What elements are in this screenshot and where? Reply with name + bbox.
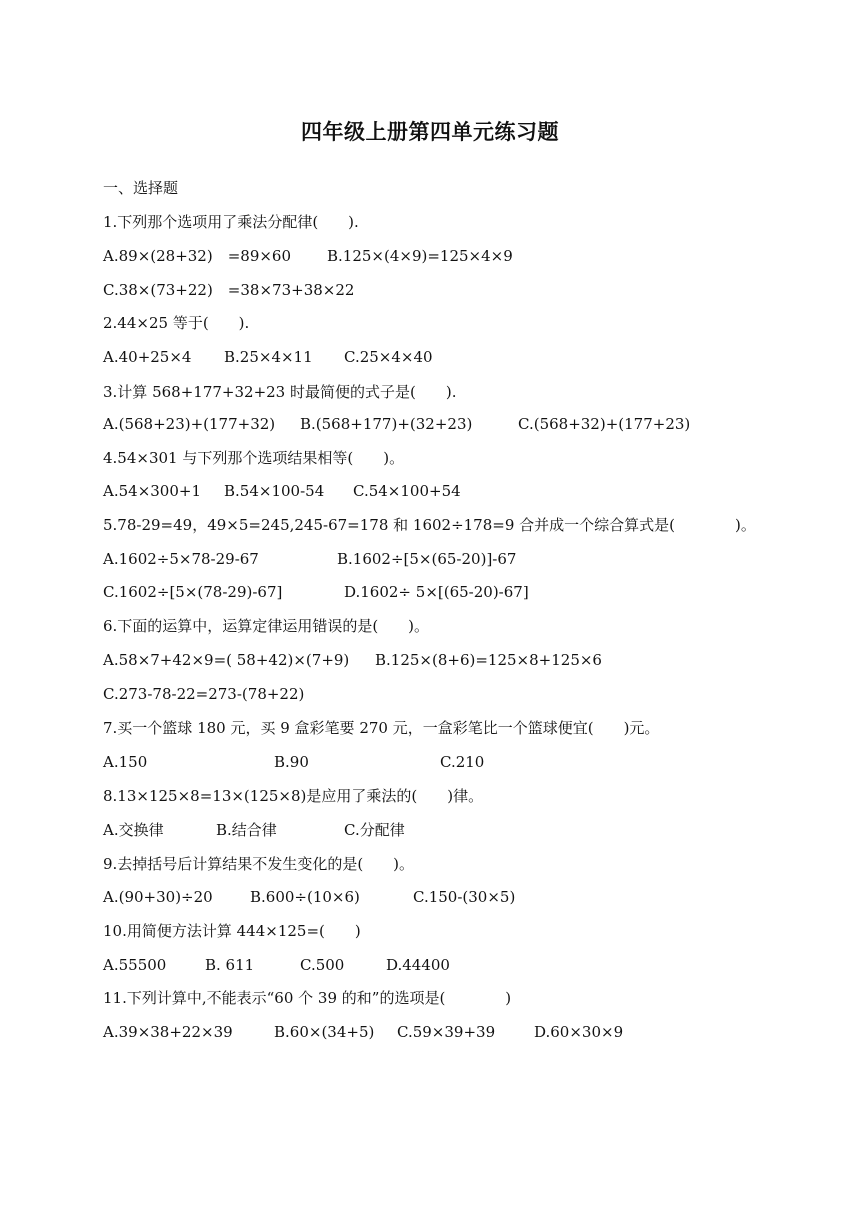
- answer-option: B.(568+177)+(32+23): [300, 415, 473, 433]
- answer-option: A.54×300+1: [103, 482, 201, 500]
- answer-option: B. 611: [205, 956, 255, 974]
- option-row: [0, 1022, 860, 1042]
- question-text: 8.13×125×8=13×(125×8)是应用了乘法的( )律。: [103, 787, 484, 805]
- answer-option: A.89×(28+32) =89×60: [103, 247, 292, 265]
- option-row: [0, 752, 860, 772]
- option-row: [0, 481, 860, 501]
- option-row: [0, 347, 860, 367]
- answer-option: B.600÷(10×6): [250, 888, 360, 906]
- answer-option: C.25×4×40: [344, 348, 433, 366]
- answer-option: A.1602÷5×78-29-67: [103, 550, 259, 568]
- answer-option: A.150: [103, 753, 148, 771]
- question-text: 7.买一个篮球 180 元，买 9 盒彩笔要 270 元，一盒彩笔比一个篮球便宜( )元。: [103, 719, 660, 737]
- question-text: 5.78-29=49，49×5=245,245-67=178 和 1602÷178=9 合并成一个综合算式是( )。: [103, 516, 756, 534]
- answer-option: B.125×(8+6)=125×8+125×6: [375, 651, 602, 669]
- question-text: 9.去掉括号后计算结果不发生变化的是( )。: [103, 855, 415, 873]
- answer-option: A.交换律: [103, 821, 164, 839]
- option-row: [0, 280, 860, 300]
- question-text: 3.计算 568+177+32+23 时最简便的式子是( ).: [103, 383, 457, 401]
- answer-option: D.60×30×9: [534, 1023, 624, 1041]
- question-text: 6.下面的运算中，运算定律运用错误的是( )。: [103, 617, 430, 635]
- answer-option: A.(568+23)+(177+32): [103, 415, 276, 433]
- option-row: [0, 582, 860, 602]
- option-row: [0, 650, 860, 670]
- page-title: 四年级上册第四单元练习题: [301, 120, 559, 144]
- answer-option: A.39×38+22×39: [103, 1023, 233, 1041]
- answer-option: B.90: [274, 753, 309, 771]
- answer-option: C.210: [440, 753, 485, 771]
- answer-option: A.58×7+42×9=( 58+42)×(7+9): [103, 651, 350, 669]
- answer-option: A.(90+30)÷20: [103, 888, 213, 906]
- answer-option: A.40+25×4: [103, 348, 192, 366]
- question-text: 11.下列计算中,不能表示“60 个 39 的和”的选项是( ): [103, 989, 512, 1007]
- option-row: [0, 887, 860, 907]
- option-row: [0, 684, 860, 704]
- option-row: [0, 820, 860, 840]
- answer-option: C.150-(30×5): [413, 888, 516, 906]
- answer-option: C.273-78-22=273-(78+22): [103, 685, 305, 703]
- answer-option: C.分配律: [344, 821, 405, 839]
- answer-option: C.1602÷[5×(78-29)-67]: [103, 583, 283, 601]
- option-row: [0, 955, 860, 975]
- answer-option: C.59×39+39: [397, 1023, 496, 1041]
- answer-option: B.60×(34+5): [274, 1023, 375, 1041]
- section-heading: 一、选择题: [103, 179, 179, 197]
- option-row: [0, 549, 860, 569]
- answer-option: B.25×4×11: [224, 348, 313, 366]
- answer-option: B.结合律: [216, 821, 277, 839]
- answer-option: A.55500: [103, 956, 167, 974]
- answer-option: B.125×(4×9)=125×4×9: [327, 247, 513, 265]
- question-text: 10.用简便方法计算 444×125=( ): [103, 922, 361, 940]
- answer-option: B.54×100-54: [224, 482, 325, 500]
- option-row: [0, 414, 860, 434]
- option-row: [0, 246, 860, 266]
- answer-option: D.1602÷ 5×[(65-20)-67]: [344, 583, 529, 601]
- question-text: 4.54×301 与下列那个选项结果相等( )。: [103, 449, 405, 467]
- answer-option: B.1602÷[5×(65-20)]-67: [337, 550, 517, 568]
- answer-option: C.(568+32)+(177+23): [518, 415, 691, 433]
- answer-option: C.500: [300, 956, 345, 974]
- answer-option: D.44400: [386, 956, 450, 974]
- answer-option: C.38×(73+22) =38×73+38×22: [103, 281, 355, 299]
- question-text: 1.下列那个选项用了乘法分配律( ).: [103, 213, 359, 231]
- question-text: 2.44×25 等于( ).: [103, 314, 250, 332]
- answer-option: C.54×100+54: [353, 482, 461, 500]
